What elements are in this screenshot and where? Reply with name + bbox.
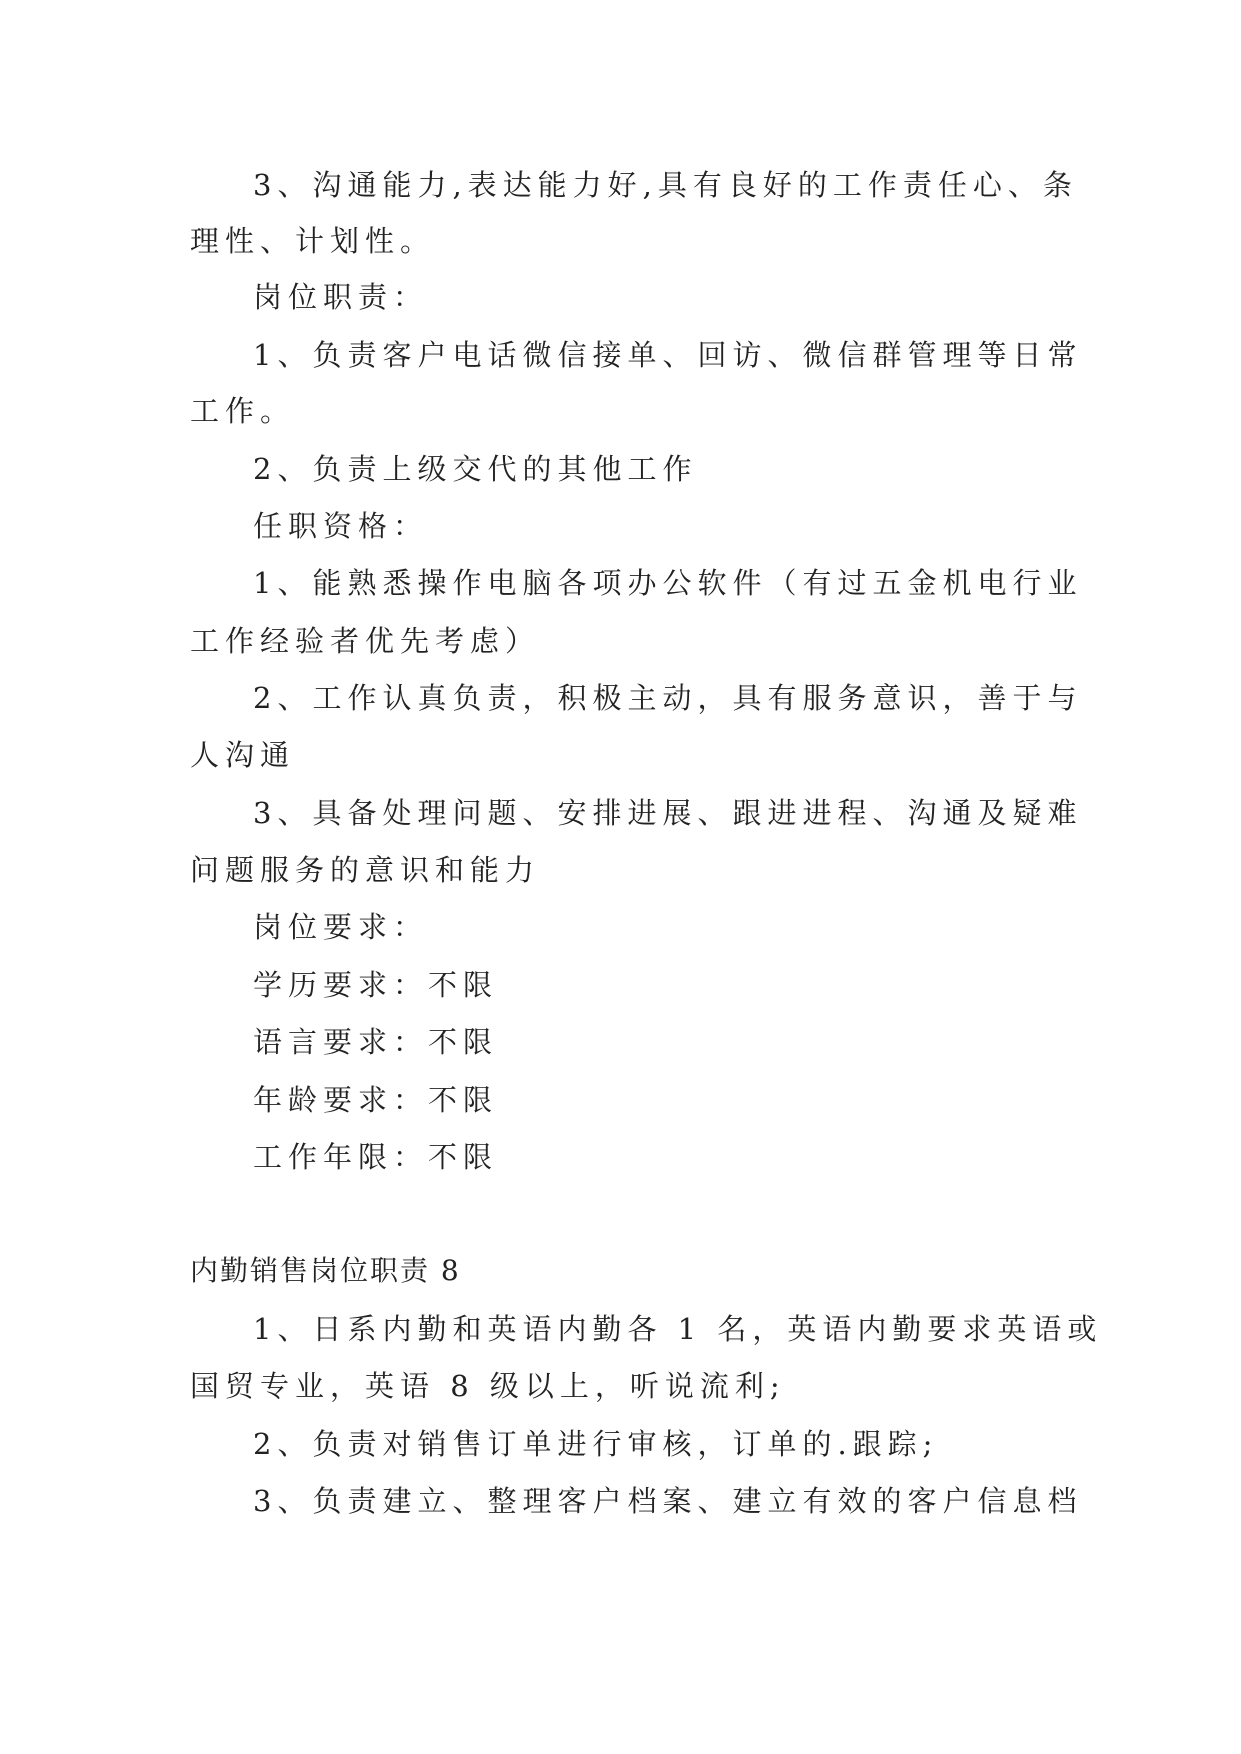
paragraph-line: 2、负责上级交代的其他工作 (253, 452, 698, 486)
paragraph-line: 3、负责建立、整理客户档案、建立有效的客户信息档 (253, 1484, 1083, 1518)
paragraph-line: 学历要求：不限 (253, 968, 499, 1002)
paragraph-line: 2、负责对销售订单进行审核，订单的.跟踪; (253, 1427, 939, 1461)
paragraph-line: 1、负责客户电话微信接单、回访、微信群管理等日常 (253, 338, 1083, 372)
paragraph-line: 岗位职责： (253, 280, 429, 314)
paragraph-line: 理性、计划性。 (190, 224, 436, 258)
paragraph-line: 2、工作认真负责，积极主动，具有服务意识，善于与 (253, 681, 1083, 715)
paragraph-line: 1、能熟悉操作电脑各项办公软件（有过五金机电行业 (253, 566, 1083, 600)
paragraph-line: 年龄要求：不限 (253, 1083, 499, 1117)
paragraph-line: 国贸专业，英语 8 级以上，听说流利; (190, 1369, 786, 1403)
paragraph-line: 工作年限：不限 (253, 1140, 499, 1174)
paragraph-line: 1、日系内勤和英语内勤各 1 名，英语内勤要求英语或 (253, 1312, 1103, 1346)
paragraph-line: 工作。 (190, 394, 296, 428)
paragraph-line: 问题服务的意识和能力 (190, 853, 541, 887)
section-title: 内勤销售岗位职责 8 (190, 1254, 461, 1287)
paragraph-line: 工作经验者优先考虑） (190, 624, 541, 658)
paragraph-line: 人沟通 (190, 738, 296, 772)
paragraph-line: 任职资格： (253, 509, 429, 543)
paragraph-line: 岗位要求： (253, 910, 429, 944)
paragraph-line: 3、具备处理问题、安排进展、跟进进程、沟通及疑难 (253, 796, 1083, 830)
paragraph-line: 3、沟通能力,表达能力好,具有良好的工作责任心、条 (253, 168, 1078, 202)
paragraph-line: 语言要求：不限 (253, 1025, 499, 1059)
